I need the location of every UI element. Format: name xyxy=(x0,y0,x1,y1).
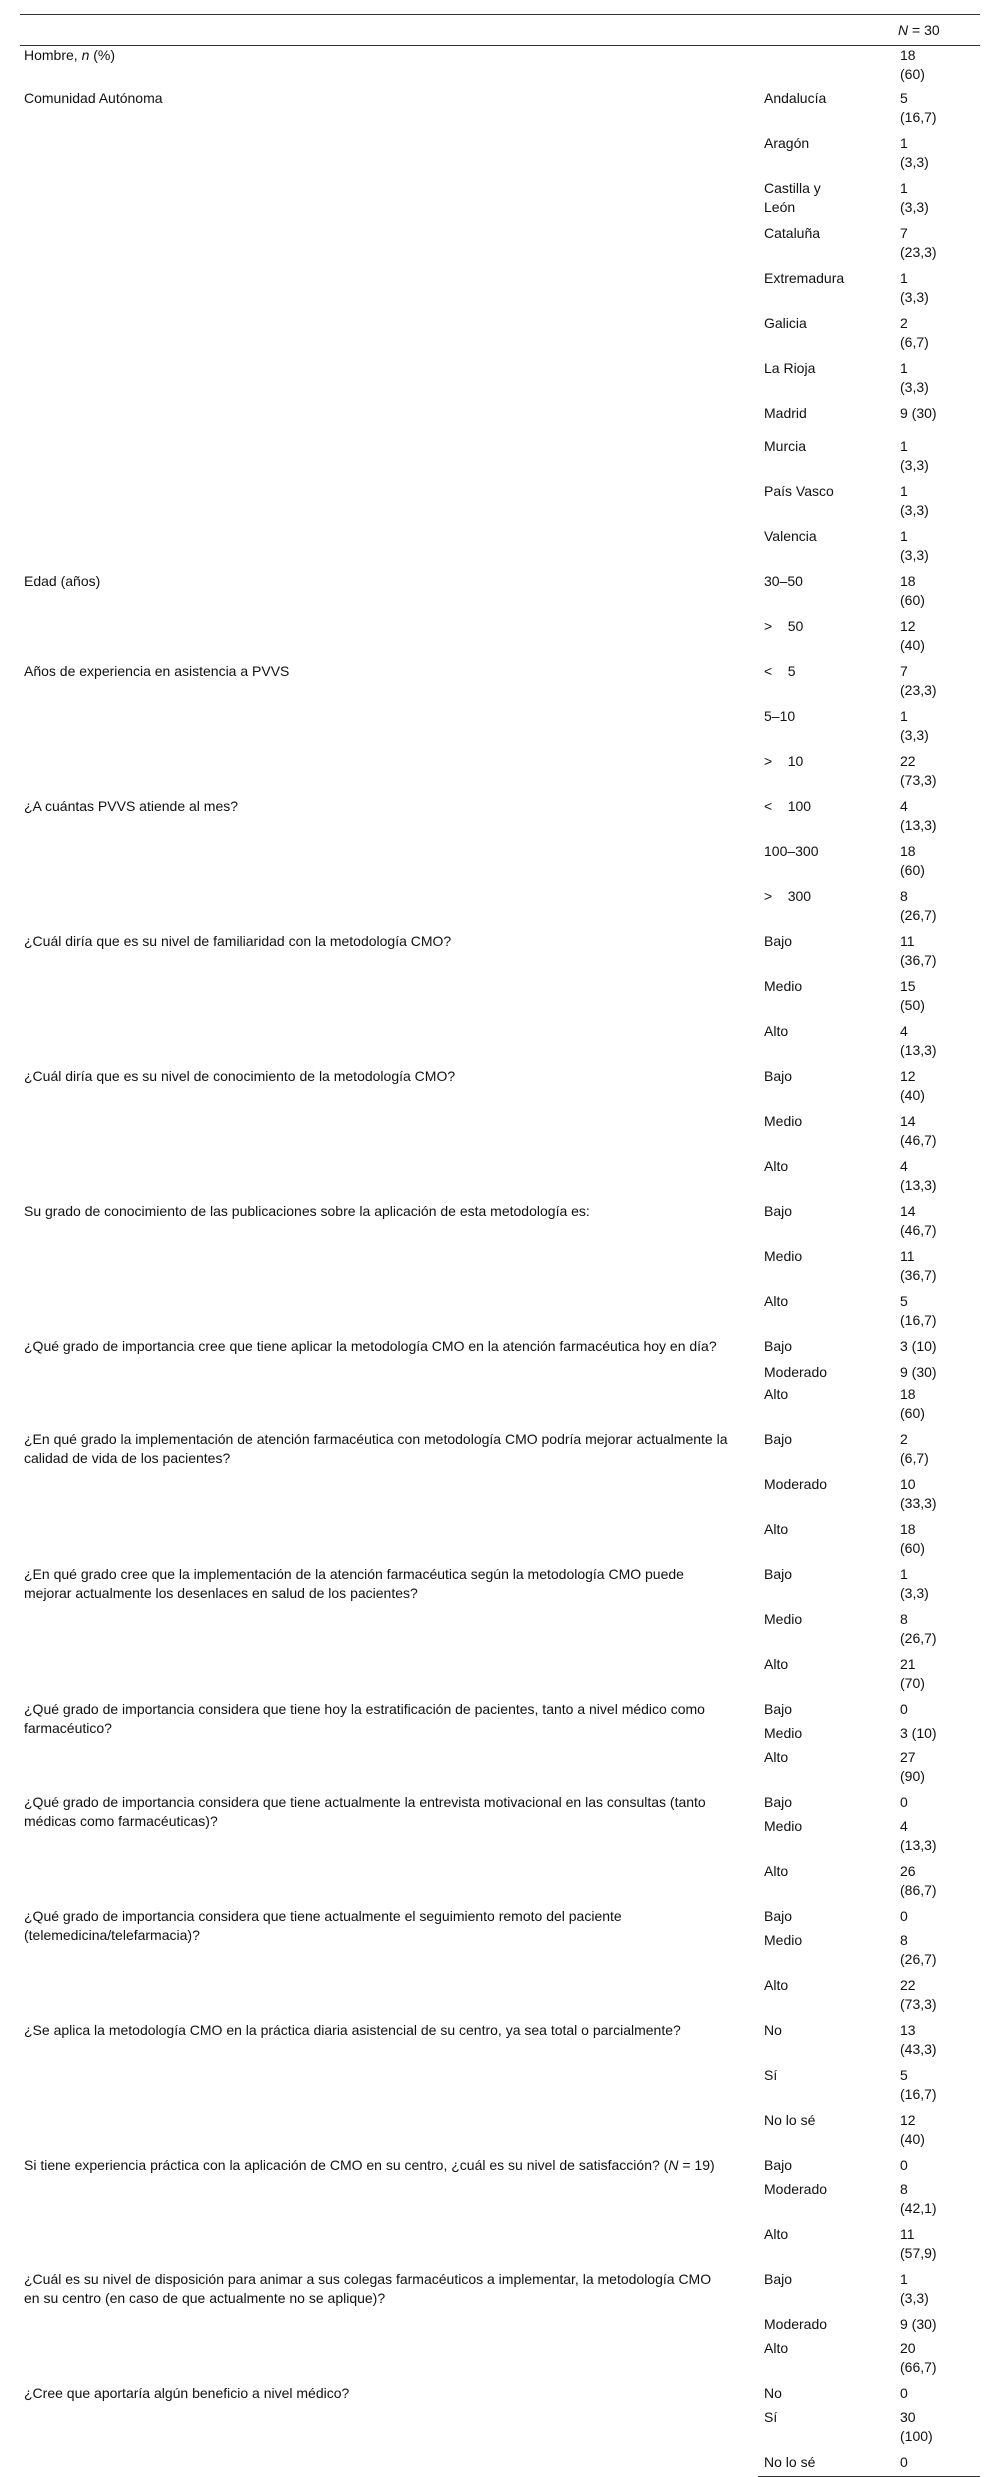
count-percent-cell: 7 (23,3) xyxy=(900,224,937,260)
count-percent-cell: 18 (60) xyxy=(900,1520,925,1556)
count-percent-cell: 4 (13,3) xyxy=(900,1157,937,1193)
count-percent-cell: 8 (26,7) xyxy=(900,1610,937,1646)
n-variable: N xyxy=(898,21,909,38)
table-row xyxy=(20,572,980,617)
table-row xyxy=(20,932,980,977)
category-cell: Moderado xyxy=(764,1363,828,1380)
count-percent-cell: 30 (100) xyxy=(900,2408,933,2444)
category-cell: Medio xyxy=(764,1247,803,1264)
category-cell: 100–300 xyxy=(764,842,819,859)
count-percent-cell: 0 xyxy=(900,2156,908,2173)
category-cell: Bajo xyxy=(764,1565,793,1582)
count-percent-cell: 4 (13,3) xyxy=(900,797,937,833)
table-row xyxy=(20,2021,980,2066)
count-percent-cell: 9 (30) xyxy=(900,404,937,421)
count-percent-cell: 21 (70) xyxy=(900,1655,925,1691)
category-cell: Valencia xyxy=(764,527,817,544)
count-percent-cell: 1 (3,3) xyxy=(900,2270,929,2306)
count-percent-cell: 2 (6,7) xyxy=(900,314,929,350)
question-cell: ¿En qué grado cree que la implementación de la atención farmacéutica según la metodología CMO puede mejorar actualmente los desenlaces en salud de los pacientes? xyxy=(24,1565,684,1601)
count-percent-cell: 5 (16,7) xyxy=(900,89,937,125)
category-cell: Sí xyxy=(764,2408,778,2425)
table-row xyxy=(20,1565,980,1610)
table-body xyxy=(20,46,980,2477)
count-percent-cell: 26 (86,7) xyxy=(900,1862,937,1898)
survey-results-table xyxy=(20,14,980,2477)
category-cell: > 50 xyxy=(764,617,804,634)
category-cell: Sí xyxy=(764,2066,778,2083)
count-percent-cell: 5 (16,7) xyxy=(900,2066,937,2102)
category-cell: Alto xyxy=(764,1655,789,1672)
count-percent-cell: 18 (60) xyxy=(900,572,925,608)
category-cell: < 100 xyxy=(764,797,812,814)
category-cell: Galicia xyxy=(764,314,807,331)
category-cell: > 10 xyxy=(764,752,804,769)
table-row xyxy=(20,1700,980,1724)
table-row xyxy=(20,1202,980,1247)
question-cell: Su grado de conocimiento de las publicaciones sobre la aplicación de esta metodología es: xyxy=(24,1202,590,1219)
category-cell: Bajo xyxy=(764,1337,793,1354)
category-cell: Medio xyxy=(764,1724,803,1741)
category-cell: Alto xyxy=(764,1748,789,1765)
table-row xyxy=(20,662,980,707)
count-percent-cell: 1 (3,3) xyxy=(900,269,929,305)
category-cell: Aragón xyxy=(764,134,810,151)
category-cell: Alto xyxy=(764,1862,789,1879)
category-cell xyxy=(758,46,894,89)
count-percent-cell: 20 (66,7) xyxy=(900,2339,937,2375)
category-cell: Alto xyxy=(764,1157,789,1174)
count-percent-cell: 8 (42,1) xyxy=(900,2180,937,2216)
question-cell: ¿Qué grado de importancia cree que tiene aplicar la metodología CMO en la atención farmacéutica hoy en día? xyxy=(24,1337,717,1354)
count-percent-cell: 0 xyxy=(900,1700,908,1717)
category-cell: Extremadura xyxy=(764,269,845,286)
category-cell: Alto xyxy=(764,1385,789,1402)
count-percent-cell: 11 (36,7) xyxy=(900,932,937,968)
count-percent-cell: 1 (3,3) xyxy=(900,527,929,563)
table-row xyxy=(20,2384,980,2408)
category-cell: 30–50 xyxy=(764,572,803,589)
n-value: = 30 xyxy=(908,21,940,38)
category-cell: Cataluña xyxy=(764,224,821,241)
question-cell: Hombre, n (%) xyxy=(24,47,116,63)
question-cell: ¿A cuántas PVVS atiende al mes? xyxy=(24,797,239,814)
category-cell: Alto xyxy=(764,1520,789,1537)
category-cell: Medio xyxy=(764,1817,803,1834)
count-percent-cell: 14 (46,7) xyxy=(900,1202,937,1238)
category-cell: > 300 xyxy=(764,887,812,904)
count-percent-cell: 11 (36,7) xyxy=(900,1247,937,1283)
category-cell: Bajo xyxy=(764,1907,793,1924)
question-cell: ¿Qué grado de importancia considera que tiene hoy la estratificación de pacientes, tanto a nivel médico como farmacéutico? xyxy=(24,1700,705,1736)
header-question xyxy=(20,15,758,46)
table-row xyxy=(20,2270,980,2315)
category-cell: Andalucía xyxy=(764,89,827,106)
category-cell: 5–10 xyxy=(764,707,796,724)
count-percent-cell: 22 (73,3) xyxy=(900,1976,937,2012)
count-percent-cell: 8 (26,7) xyxy=(900,887,937,923)
category-cell: < 5 xyxy=(764,662,796,679)
category-cell: Alto xyxy=(764,1976,789,1993)
table-row xyxy=(20,1907,980,1931)
count-percent-cell: 0 xyxy=(900,2384,908,2401)
question-cell: Edad (años) xyxy=(24,572,101,589)
category-cell: Medio xyxy=(764,1931,803,1948)
category-cell: Murcia xyxy=(764,437,807,454)
category-cell: Bajo xyxy=(764,1793,793,1810)
category-cell: Madrid xyxy=(764,404,807,421)
category-cell: Medio xyxy=(764,1112,803,1129)
category-cell: No xyxy=(764,2384,782,2401)
count-percent-cell: 4 (13,3) xyxy=(900,1022,937,1058)
count-percent-cell: 0 xyxy=(900,1907,908,1924)
table-row xyxy=(20,2156,980,2180)
question-cell: ¿Cuál diría que es su nivel de familiaridad con la metodología CMO? xyxy=(24,932,452,949)
question-cell: ¿Qué grado de importancia considera que tiene actualmente la entrevista motivacional en las consultas (tanto médicas como farmacéuticas)? xyxy=(24,1793,706,1829)
table-row xyxy=(20,89,980,134)
category-cell: Alto xyxy=(764,1292,789,1309)
table-row xyxy=(20,1793,980,1817)
table-header-row xyxy=(20,15,980,46)
category-cell: Bajo xyxy=(764,932,793,949)
category-cell: Bajo xyxy=(764,1202,793,1219)
category-cell: País Vasco xyxy=(764,482,834,499)
category-cell: Medio xyxy=(764,1610,803,1627)
count-percent-cell: 5 (16,7) xyxy=(900,1292,937,1328)
category-cell: La Rioja xyxy=(764,359,816,376)
category-cell: Alto xyxy=(764,1022,789,1039)
count-percent-cell: 1 (3,3) xyxy=(900,482,929,518)
category-cell: Bajo xyxy=(764,2270,793,2287)
header-n xyxy=(894,15,980,46)
category-cell: Moderado xyxy=(764,1475,828,1492)
count-percent-cell: 18 (60) xyxy=(900,47,925,82)
count-percent-cell: 2 (6,7) xyxy=(900,1430,929,1466)
count-percent-cell: 15 (50) xyxy=(900,977,925,1013)
count-percent-cell: 1 (3,3) xyxy=(900,359,929,395)
count-percent-cell: 12 (40) xyxy=(900,2111,925,2147)
question-cell: ¿Cuál es su nivel de disposición para animar a sus colegas farmacéuticos a implementar, la metodología CMO en su centro (en caso de que actualmente no se aplique)? xyxy=(24,2270,712,2306)
count-percent-cell: 13 (43,3) xyxy=(900,2021,937,2057)
category-cell: No lo sé xyxy=(764,2111,816,2128)
table-row xyxy=(20,1067,980,1112)
category-cell: Bajo xyxy=(764,1067,793,1084)
count-percent-cell: 27 (90) xyxy=(900,1748,925,1784)
category-cell: Bajo xyxy=(764,1700,793,1717)
category-cell: Alto xyxy=(764,2339,789,2356)
category-cell: Bajo xyxy=(764,2156,793,2173)
question-cell: ¿Qué grado de importancia considera que tiene actualmente el seguimiento remoto del paciente (telemedicina/telefarmacia)? xyxy=(24,1907,622,1943)
count-percent-cell: 9 (30) xyxy=(900,1363,937,1380)
header-category xyxy=(758,15,894,46)
count-percent-cell: 3 (10) xyxy=(900,1724,937,1741)
question-cell: Años de experiencia en asistencia a PVVS xyxy=(24,662,290,679)
count-percent-cell: 1 (3,3) xyxy=(900,437,929,473)
count-percent-cell: 11 (57,9) xyxy=(900,2225,937,2261)
category-cell: Castilla y León xyxy=(764,179,821,215)
count-percent-cell: 18 (60) xyxy=(900,1385,925,1421)
count-percent-cell: 8 (26,7) xyxy=(900,1931,937,1967)
count-percent-cell: 12 (40) xyxy=(900,617,925,653)
category-cell: Medio xyxy=(764,977,803,994)
table-row xyxy=(20,797,980,842)
count-percent-cell: 3 (10) xyxy=(900,1337,937,1354)
table-row xyxy=(20,1430,980,1475)
question-cell: ¿En qué grado la implementación de atención farmacéutica con metodología CMO podría mejorar actualmente la calidad de vida de los pacientes? xyxy=(24,1430,728,1466)
category-cell: Moderado xyxy=(764,2315,828,2332)
count-percent-cell: 18 (60) xyxy=(900,842,925,878)
count-percent-cell: 1 (3,3) xyxy=(900,179,929,215)
count-percent-cell: 1 (3,3) xyxy=(900,1565,929,1601)
count-percent-cell: 1 (3,3) xyxy=(900,707,929,743)
category-cell: Moderado xyxy=(764,2180,828,2197)
category-cell: No lo sé xyxy=(758,2453,894,2477)
question-cell: ¿Se aplica la metodología CMO en la práctica diaria asistencial de su centro, ya sea total o parcialmente? xyxy=(24,2021,681,2038)
category-cell: Bajo xyxy=(764,1430,793,1447)
count-percent-cell: 10 (33,3) xyxy=(900,1475,937,1511)
question-cell: ¿Cuál diría que es su nivel de conocimiento de la metodología CMO? xyxy=(24,1067,456,1084)
category-cell: No xyxy=(764,2021,782,2038)
count-percent-cell: 7 (23,3) xyxy=(900,662,937,698)
question-cell: ¿Cree que aportaría algún beneficio a nivel médico? xyxy=(24,2384,350,2401)
count-percent-cell: 4 (13,3) xyxy=(900,1817,937,1853)
question-cell: Si tiene experiencia práctica con la aplicación de CMO en su centro, ¿cuál es su nivel de satisfacción? (N = 19) xyxy=(24,2156,715,2173)
question-cell: Comunidad Autónoma xyxy=(24,89,163,106)
count-percent-cell: 1 (3,3) xyxy=(900,134,929,170)
count-percent-cell: 0 xyxy=(900,1793,908,1810)
count-percent-cell: 9 (30) xyxy=(900,2315,937,2332)
category-cell: Alto xyxy=(764,2225,789,2242)
count-percent-cell: 22 (73,3) xyxy=(900,752,937,788)
count-percent-cell: 14 (46,7) xyxy=(900,1112,937,1148)
count-percent-cell: 12 (40) xyxy=(900,1067,925,1103)
table-row xyxy=(20,46,980,89)
table-row xyxy=(20,1337,980,1363)
count-percent-cell: 0 xyxy=(894,2453,980,2477)
